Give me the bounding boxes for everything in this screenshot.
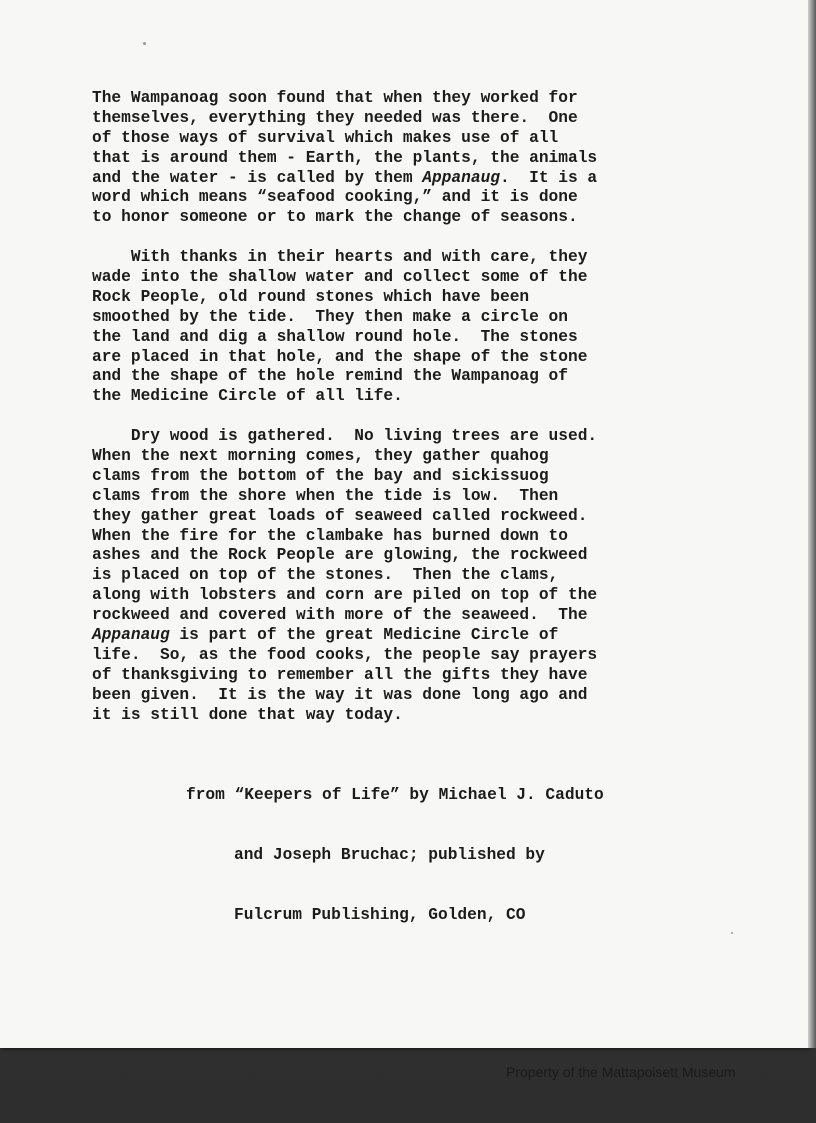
text-line: When the fire for the clambake has burned down to — [92, 526, 568, 545]
citation-line: and Joseph Bruchac; published by — [234, 846, 545, 864]
text-line: along with lobsters and corn are piled on top of the — [92, 586, 598, 605]
text-line: to honor someone or to mark the change of seasons. — [92, 208, 578, 227]
text-line: Dry wood is gathered. No living trees are used. — [92, 427, 598, 446]
text-line: of thanksgiving to remember all the gifts they have — [92, 665, 588, 684]
museum-watermark: Property of the Mattapoisett Museum — [506, 1064, 736, 1080]
text-line: they gather great loads of seaweed called rockweed. — [92, 506, 588, 525]
paragraph — [92, 427, 742, 725]
citation-line: from “Keepers of Life” by Michael J. Caduto — [186, 786, 604, 804]
text-line: clams from the bottom of the bay and sickissuog — [92, 466, 549, 485]
italic-term: Appanaug — [92, 626, 170, 645]
text-line: that is around them - Earth, the plants, the animals — [92, 148, 598, 167]
paragraph — [92, 89, 742, 228]
text-line: When the next morning comes, they gather quahog — [92, 447, 549, 466]
citation — [186, 745, 604, 965]
text-line: Rock People, old round stones which have been — [92, 287, 530, 306]
text-line: word which means “seafood cooking,” and it is done — [92, 188, 578, 207]
italic-term: Appanaug — [422, 168, 500, 187]
text-line: smoothed by the tide. They then make a circle on — [92, 307, 568, 326]
dust-speck — [143, 42, 146, 45]
text-line: it is still done that way today. — [92, 705, 403, 724]
paper-edge-shadow — [808, 0, 816, 1048]
text-line: clams from the shore when the tide is low. Then — [92, 486, 559, 505]
text-line: wade into the shallow water and collect some of the — [92, 268, 588, 287]
text-line: the Medicine Circle of all life. — [92, 387, 403, 406]
text-line: rockweed and covered with more of the seaweed. The — [92, 606, 588, 625]
text-line: and the shape of the hole remind the Wampanoag of — [92, 367, 568, 386]
text-line: of those ways of survival which makes use of all — [92, 128, 559, 147]
text-line: Appanaug is part of the great Medicine Circle of — [92, 626, 559, 645]
text-line: been given. It is the way it was done long ago and — [92, 685, 588, 704]
text-line: themselves, everything they needed was there. One — [92, 108, 578, 127]
citation-line: Fulcrum Publishing, Golden, CO — [234, 906, 526, 924]
text-line: With thanks in their hearts and with care, they — [92, 248, 588, 267]
text-line: the land and dig a shallow round hole. The stones — [92, 327, 578, 346]
text-line: The Wampanoag soon found that when they worked for — [92, 89, 578, 107]
body-text — [92, 89, 742, 726]
text-line: are placed in that hole, and the shape of the stone — [92, 347, 588, 366]
text-line: life. So, as the food cooks, the people say prayers — [92, 645, 598, 664]
paragraph — [92, 248, 742, 407]
text-line: and the water - is called by them Appanaug. It is a — [92, 168, 598, 187]
text-line: is placed on top of the stones. Then the clams, — [92, 566, 559, 585]
text-line: ashes and the Rock People are glowing, the rockweed — [92, 546, 588, 565]
dust-speck — [731, 932, 733, 934]
